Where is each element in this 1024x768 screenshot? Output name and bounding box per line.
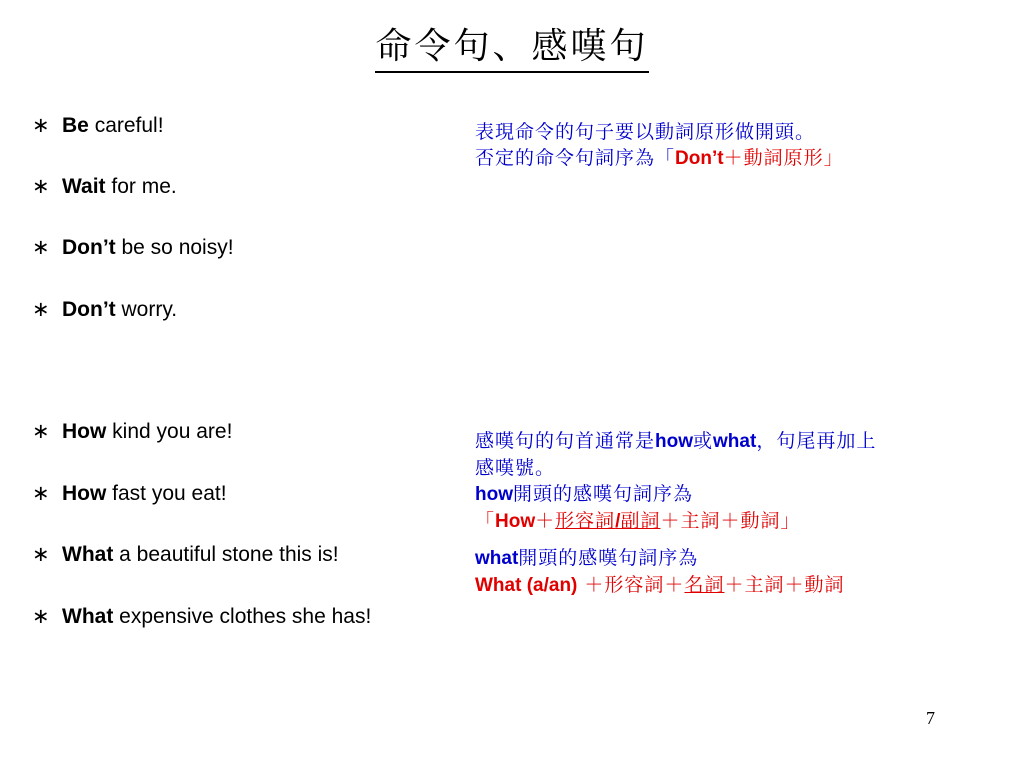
bullet-item: [32, 419, 232, 444]
asterisk-icon: ∗: [32, 605, 50, 628]
exclam-text: 感嘆句的句首通常是: [475, 430, 656, 452]
what-formula-noun: 名詞: [684, 574, 725, 596]
bullet-keyword: How: [62, 482, 107, 505]
bullet-item: [32, 174, 177, 199]
asterisk-icon: ∗: [32, 236, 50, 259]
how-formula-open: 「: [475, 510, 496, 532]
bullet-item: [32, 604, 371, 629]
slide-title-wrapper: [0, 18, 1024, 73]
bullet-keyword: Don’t: [62, 298, 116, 321]
note-spacer: [475, 535, 876, 545]
exclamation-note-line1: [475, 428, 876, 455]
bullet-text: a beautiful stone this is!: [113, 543, 339, 566]
how-order-word: how: [475, 484, 513, 505]
what-formula-mid: ＋形容詞＋: [577, 574, 685, 596]
bullet-keyword: What: [62, 543, 114, 566]
slide-title: 命令句、感嘆句: [375, 18, 648, 73]
asterisk-icon: ∗: [32, 420, 50, 443]
bullet-text: expensive clothes she has!: [113, 605, 372, 628]
asterisk-icon: ∗: [32, 114, 50, 137]
bullet-text: worry.: [115, 298, 178, 321]
asterisk-icon: ∗: [32, 175, 50, 198]
what-formula: [475, 572, 876, 599]
bullet-item: [32, 542, 339, 567]
bullet-text: for me.: [105, 175, 177, 198]
how-order-label: [475, 481, 876, 508]
how-formula: [475, 508, 876, 535]
asterisk-icon: ∗: [32, 298, 50, 321]
imperative-order-label: 否定的命令句詞序為「: [475, 147, 676, 169]
bullet-keyword: How: [62, 420, 107, 443]
how-word: how: [655, 431, 694, 452]
bullet-text: kind you are!: [106, 420, 233, 443]
exclam-text-end: ，句尾再加上: [756, 430, 877, 452]
bullet-item: [32, 481, 227, 506]
how-order-text: 開頭的感嘆句詞序為: [513, 483, 694, 505]
dont-formula-word: Don’t: [675, 148, 724, 169]
asterisk-icon: ∗: [32, 543, 50, 566]
asterisk-icon: ∗: [32, 482, 50, 505]
exclamation-note-line2: 感嘆號。: [475, 457, 556, 479]
bullet-keyword: Be: [62, 114, 89, 137]
how-formula-adv: 副詞: [620, 510, 661, 532]
what-formula-word: What (a/an): [475, 575, 578, 596]
bullet-keyword: Don’t: [62, 236, 116, 259]
what-formula-rest: ＋主詞＋動詞: [724, 574, 845, 596]
what-order-text: 開頭的感嘆句詞序為: [518, 547, 699, 569]
imperative-note-line2: [475, 145, 844, 172]
bullet-item: [32, 235, 234, 260]
imperative-note-line1: 表現命令的句子要以動詞原形做開頭。: [475, 121, 816, 143]
what-order-label: [475, 545, 876, 572]
exclam-or: 或: [693, 430, 714, 452]
bullet-text: be so noisy!: [115, 236, 234, 259]
imperative-note: [475, 119, 844, 172]
bullet-item: [32, 113, 164, 138]
bullet-item: [32, 297, 177, 322]
bullet-text: fast you eat!: [106, 482, 227, 505]
bullet-text: careful!: [88, 114, 164, 137]
how-formula-rest: ＋主詞＋動詞」: [660, 510, 801, 532]
how-formula-adj: 形容詞: [555, 510, 616, 532]
bullet-keyword: What: [62, 605, 114, 628]
page-number: 7: [926, 708, 935, 728]
how-formula-plus: ＋: [535, 510, 556, 532]
bullet-keyword: Wait: [62, 175, 106, 198]
how-formula-word: How: [495, 511, 536, 532]
dont-formula: ＋動詞原形」: [723, 147, 844, 169]
exclamation-note: [475, 428, 876, 599]
what-order-word: what: [475, 548, 519, 569]
what-word: what: [713, 431, 757, 452]
how-formula-slash: /: [615, 511, 621, 532]
